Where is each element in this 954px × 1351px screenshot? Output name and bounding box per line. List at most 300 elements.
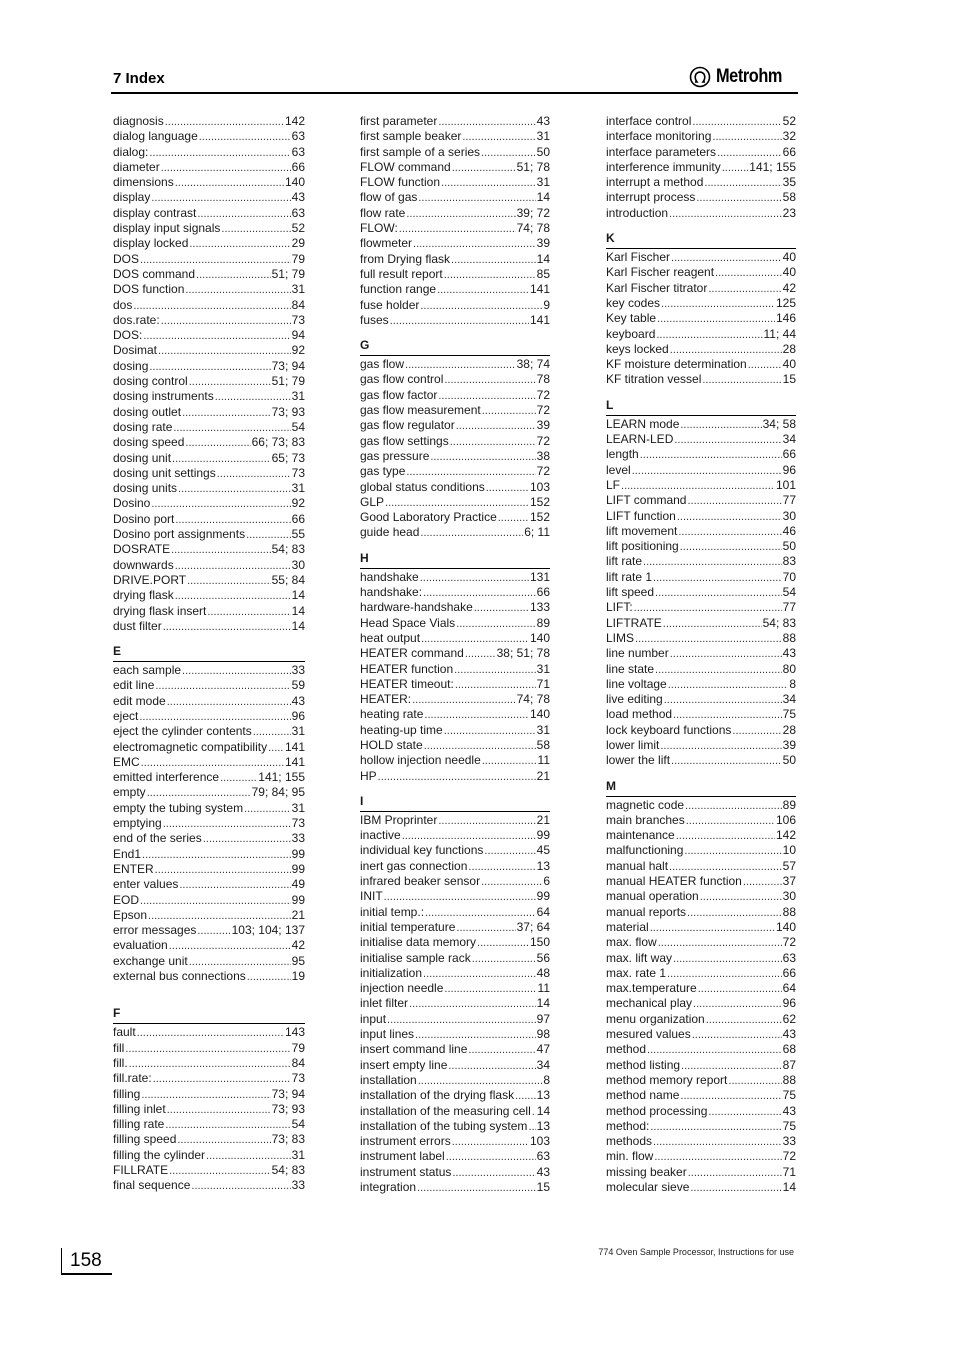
- dot-leader: [671, 753, 782, 768]
- section-title: 7 Index: [113, 70, 165, 87]
- dot-leader: [670, 646, 782, 661]
- index-term: dialog:: [113, 144, 149, 159]
- page-reference: 57: [782, 858, 796, 873]
- page-reference: 152: [529, 510, 550, 525]
- page-reference: 54; 83: [271, 1163, 305, 1177]
- index-entry: [360, 1134, 550, 1149]
- page-reference: 106: [775, 812, 796, 827]
- index-term: ENTER: [113, 861, 154, 876]
- index-term: fill: [113, 1040, 125, 1055]
- index-term: lift rate: [606, 554, 643, 569]
- page-reference: 73; 94: [271, 358, 305, 373]
- footer-rule-vertical: [61, 1248, 62, 1275]
- page-reference: 15: [782, 372, 796, 387]
- index-term: mechanical play: [606, 996, 693, 1011]
- index-entry: [606, 524, 796, 539]
- page-reference: 11: [537, 981, 550, 996]
- index-entry: [606, 463, 796, 478]
- index-entry: [606, 1012, 796, 1027]
- index-entry: [360, 114, 550, 129]
- dot-leader: [438, 114, 535, 129]
- index-entry: [606, 859, 796, 874]
- page-reference: 75: [782, 1118, 796, 1133]
- dot-leader: [182, 663, 291, 678]
- section-letter: M: [606, 779, 796, 797]
- index-entry: [606, 843, 796, 858]
- index-entry: [113, 770, 305, 785]
- dot-leader: [140, 252, 291, 267]
- dot-leader: [664, 692, 782, 707]
- dot-leader: [423, 585, 536, 600]
- index-entry: [360, 403, 550, 418]
- index-entry: [113, 359, 305, 374]
- index-term: emptying: [113, 816, 162, 831]
- dot-leader: [420, 298, 542, 313]
- page-reference: 39; 72: [516, 205, 550, 220]
- dot-leader: [728, 1073, 781, 1088]
- page-reference: 35: [782, 175, 796, 190]
- dot-leader: [702, 372, 781, 387]
- index-term: edit mode: [113, 693, 166, 708]
- page-reference: 71: [536, 676, 550, 691]
- index-term: installation of the drying flask: [360, 1088, 515, 1103]
- index-entry: [113, 145, 305, 160]
- index-entry: [606, 206, 796, 221]
- index-entry: [360, 525, 550, 540]
- index-entry: [360, 813, 550, 828]
- index-entry: [606, 357, 796, 372]
- index-term: dimensions: [113, 175, 174, 190]
- index-entry: [360, 600, 550, 615]
- page-reference: 99: [536, 828, 550, 843]
- page-reference: 94: [291, 328, 305, 343]
- page-reference: 50: [536, 144, 550, 159]
- index-term: global status conditions: [360, 479, 485, 494]
- dot-leader: [680, 417, 761, 432]
- dot-leader: [197, 923, 230, 938]
- page-reference: 29: [291, 236, 305, 251]
- index-entry: [360, 889, 550, 904]
- page-reference: 73; 93: [271, 404, 305, 419]
- index-entry: [113, 512, 305, 527]
- dot-leader: [673, 707, 782, 722]
- index-term: magnetic code: [606, 797, 685, 812]
- page-reference: 9: [543, 297, 550, 312]
- index-term: fill.: [113, 1055, 128, 1070]
- index-term: maintenance: [606, 828, 675, 843]
- dot-leader: [390, 313, 529, 328]
- index-term: lift positioning: [606, 539, 679, 554]
- page-reference: 43: [291, 693, 305, 708]
- dot-leader: [167, 694, 291, 709]
- index-entry: [113, 954, 305, 969]
- page-reference: 40: [782, 357, 796, 372]
- index-entry: [606, 662, 796, 677]
- index-term: inlet filter: [360, 996, 409, 1011]
- index-entry: [360, 707, 550, 722]
- section-letter: H: [360, 551, 550, 569]
- page-reference: 73; 94: [271, 1086, 305, 1101]
- dot-leader: [175, 588, 291, 603]
- dot-leader: [454, 662, 535, 677]
- dot-leader: [653, 1134, 782, 1149]
- index-entry: [606, 1149, 796, 1164]
- page-reference: 85: [536, 266, 550, 281]
- dot-leader: [437, 282, 529, 297]
- index-term: external bus connections: [113, 969, 246, 984]
- dot-leader: [484, 843, 535, 858]
- dot-leader: [415, 1027, 536, 1042]
- dot-leader: [671, 250, 782, 265]
- page-reference: 83: [782, 554, 796, 569]
- dot-leader: [246, 527, 291, 542]
- dot-leader: [413, 236, 536, 251]
- index-entry: [360, 828, 550, 843]
- index-term: exchange unit: [113, 953, 188, 968]
- page-reference: 72: [536, 464, 550, 479]
- dot-leader: [674, 432, 781, 447]
- index-entry: [606, 905, 796, 920]
- dot-leader: [498, 510, 529, 525]
- dot-leader: [465, 646, 496, 661]
- dot-leader: [448, 1058, 535, 1073]
- index-term: display contrast: [113, 205, 197, 220]
- index-term: DOS: [113, 251, 140, 266]
- page-reference: 14: [291, 588, 305, 603]
- index-term: dialog language: [113, 129, 198, 144]
- page-reference: 32: [782, 129, 796, 144]
- index-entry: [360, 646, 550, 661]
- index-entry: [113, 267, 305, 282]
- index-term: menu organization: [606, 1011, 705, 1026]
- index-term: dos: [113, 297, 133, 312]
- page-reference: 101: [775, 477, 796, 492]
- index-entry: [606, 1165, 796, 1180]
- page-reference: 34; 58: [762, 416, 796, 431]
- index-term: individual key functions: [360, 843, 484, 858]
- dot-leader: [147, 785, 251, 800]
- dot-leader: [169, 938, 291, 953]
- page-reference: 59: [291, 678, 305, 693]
- dot-leader: [406, 464, 535, 479]
- page-reference: 96: [782, 462, 796, 477]
- page-reference: 14: [782, 1180, 796, 1194]
- page-reference: 73; 93: [271, 1101, 305, 1116]
- index-term: LIFT:: [606, 600, 633, 615]
- section-letter: L: [606, 398, 796, 416]
- dot-leader: [656, 327, 762, 342]
- index-entry: [113, 1117, 305, 1132]
- page-reference: 11: [537, 753, 550, 768]
- index-entry: [113, 435, 305, 450]
- page-reference: 42: [291, 938, 305, 953]
- page-reference: 84: [291, 297, 305, 312]
- index-entry: [113, 420, 305, 435]
- index-term: filling: [113, 1086, 141, 1101]
- index-entry: [113, 206, 305, 221]
- dot-leader: [175, 558, 291, 573]
- index-term: dosing rate: [113, 419, 173, 434]
- index-term: drying flask insert: [113, 603, 207, 618]
- footer-rule: [61, 1273, 112, 1275]
- dot-leader: [700, 889, 782, 904]
- index-term: gas flow factor: [360, 387, 438, 402]
- page-reference: 99: [291, 846, 305, 861]
- page-reference: 73: [291, 1071, 305, 1086]
- index-entry: [360, 464, 550, 479]
- dot-leader: [684, 843, 781, 858]
- index-term: integration: [360, 1180, 417, 1194]
- page-reference: 19: [291, 969, 305, 984]
- page-reference: 14: [536, 251, 550, 266]
- dot-leader: [378, 769, 536, 784]
- index-entry: [606, 296, 796, 311]
- index-term: LIFT function: [606, 508, 676, 523]
- page-reference: 38; 51; 78: [496, 646, 550, 661]
- page-reference: 31: [536, 129, 550, 144]
- index-entry: [360, 449, 550, 464]
- index-term: level: [606, 462, 631, 477]
- index-entry: [360, 935, 550, 950]
- dot-leader: [221, 221, 290, 236]
- index-term: manual HEATER function: [606, 874, 742, 889]
- index-term: edit line: [113, 678, 155, 693]
- index-term: method processing: [606, 1103, 708, 1118]
- dot-leader: [655, 662, 782, 677]
- dot-leader: [678, 524, 781, 539]
- page-reference: 72: [536, 403, 550, 418]
- index-entry: [606, 265, 796, 280]
- page-reference: 13: [536, 1088, 550, 1103]
- dot-leader: [693, 996, 782, 1011]
- index-entry: [360, 298, 550, 313]
- index-term: filling the cylinder: [113, 1147, 206, 1162]
- dot-leader: [452, 1165, 535, 1180]
- index-term: HEATER function: [360, 661, 454, 676]
- dot-leader: [167, 1102, 271, 1117]
- page-reference: 141: [529, 312, 550, 327]
- index-entry: [113, 466, 305, 481]
- index-entry: [113, 1148, 305, 1163]
- index-entry: [360, 1149, 550, 1164]
- dot-leader: [196, 267, 271, 282]
- page-reference: 103; 104; 137: [231, 923, 305, 938]
- dot-leader: [125, 1041, 290, 1056]
- dot-leader: [660, 738, 781, 753]
- dot-leader: [474, 600, 529, 615]
- page-reference: 42: [782, 280, 796, 295]
- index-term: line state: [606, 661, 655, 676]
- index-entry: [360, 1073, 550, 1088]
- index-entry: [360, 616, 550, 631]
- dot-leader: [171, 542, 271, 557]
- page-reference: 45: [536, 843, 550, 858]
- page-reference: 54; 83: [271, 542, 305, 557]
- index-term: installation: [360, 1072, 417, 1087]
- page-reference: 88: [782, 630, 796, 645]
- index-entry: [606, 631, 796, 646]
- index-term: dosing: [113, 358, 149, 373]
- page-reference: 71: [782, 1164, 796, 1179]
- page-reference: 52: [291, 221, 305, 236]
- page-reference: 141: [284, 754, 305, 769]
- index-term: LIMS: [606, 630, 635, 645]
- page-reference: 38; 74: [516, 357, 550, 372]
- dot-leader: [207, 604, 290, 619]
- dot-leader: [139, 709, 290, 724]
- index-term: empty: [113, 785, 146, 800]
- index-term: display locked: [113, 236, 189, 251]
- page-reference: 78: [536, 372, 550, 387]
- page-reference: 40: [782, 250, 796, 265]
- index-entry: [113, 816, 305, 831]
- index-term: interface control: [606, 114, 692, 128]
- page-reference: 141: [284, 739, 305, 754]
- index-entry: [113, 175, 305, 190]
- index-entry: [360, 1027, 550, 1042]
- index-term: fuses: [360, 312, 389, 327]
- index-term: dosing instruments: [113, 389, 214, 404]
- dot-leader: [456, 920, 515, 935]
- page-reference: 152: [529, 494, 550, 509]
- index-entry: [360, 859, 550, 874]
- page-reference: 14: [536, 1103, 550, 1118]
- dot-leader: [217, 466, 291, 481]
- index-term: interference immunity: [606, 159, 721, 174]
- index-term: insert empty line: [360, 1057, 448, 1072]
- dot-leader: [472, 951, 536, 966]
- page-reference: 63: [782, 950, 796, 965]
- index-term: display input signals: [113, 221, 221, 236]
- dot-leader: [153, 1071, 291, 1086]
- index-term: Dosimat: [113, 343, 158, 358]
- index-entry: [113, 755, 305, 770]
- index-term: instrument label: [360, 1149, 445, 1164]
- page-reference: 14: [291, 618, 305, 633]
- index-entry: [113, 619, 305, 634]
- page-reference: 31: [291, 724, 305, 739]
- page-reference: 84: [291, 1055, 305, 1070]
- dot-leader: [161, 313, 291, 328]
- dot-leader: [155, 678, 290, 693]
- dot-leader: [452, 1134, 529, 1149]
- dot-leader: [687, 905, 782, 920]
- dot-leader: [175, 175, 284, 190]
- index-term: keys locked: [606, 341, 669, 356]
- page-reference: 43: [536, 114, 550, 128]
- index-entry: [360, 160, 550, 175]
- page-reference: 30: [782, 889, 796, 904]
- dot-leader: [444, 981, 536, 996]
- index-entry: [606, 372, 796, 387]
- page-reference: 68: [782, 1042, 796, 1057]
- index-entry: [360, 357, 550, 372]
- page-reference: 88: [782, 1072, 796, 1087]
- dot-leader: [137, 1025, 284, 1040]
- page-reference: 6: [543, 874, 550, 889]
- page-reference: 96: [291, 708, 305, 723]
- index-entry: [606, 432, 796, 447]
- index-term: first parameter: [360, 114, 438, 128]
- dot-leader: [129, 1056, 291, 1071]
- page-reference: 56: [536, 950, 550, 965]
- page-reference: 30: [291, 557, 305, 572]
- page-reference: 52: [782, 114, 796, 128]
- dot-leader: [268, 740, 284, 755]
- index-entry: [113, 1041, 305, 1056]
- index-entry: [113, 969, 305, 984]
- dot-leader: [409, 996, 536, 1011]
- index-term: downwards: [113, 557, 174, 572]
- index-term: Good Laboratory Practice: [360, 510, 497, 525]
- page-reference: 89: [536, 615, 550, 630]
- index-term: inactive: [360, 828, 401, 843]
- index-term: gas type: [360, 464, 406, 479]
- index-term: empty the tubing system: [113, 800, 244, 815]
- index-entry: [606, 813, 796, 828]
- page-reference: 73; 83: [271, 1132, 305, 1147]
- index-term: interface parameters: [606, 144, 717, 159]
- index-entry: [606, 616, 796, 631]
- index-term: IBM Proprinter: [360, 812, 438, 827]
- page-reference: 51; 79: [271, 266, 305, 281]
- index-term: Karl Fischer titrator: [606, 280, 708, 295]
- index-entry: [606, 889, 796, 904]
- index-term: each sample: [113, 663, 182, 678]
- index-entry: [113, 542, 305, 557]
- page-reference: 54: [782, 585, 796, 600]
- index-term: method memory report: [606, 1072, 728, 1087]
- page-reference: 55: [291, 527, 305, 542]
- index-entry: [606, 692, 796, 707]
- index-entry: [113, 663, 305, 678]
- index-term: gas flow measurement: [360, 403, 481, 418]
- index-entry: [360, 145, 550, 160]
- index-term: main branches: [606, 812, 685, 827]
- page-reference: 72: [536, 387, 550, 402]
- index-term: initialise sample rack: [360, 950, 471, 965]
- page-reference: 11; 44: [763, 326, 796, 341]
- index-entry: [113, 1102, 305, 1117]
- index-entry: [360, 1088, 550, 1103]
- index-term: lift movement: [606, 523, 678, 538]
- dot-leader: [418, 190, 535, 205]
- index-entry: [360, 769, 550, 784]
- page-reference: 103: [529, 479, 550, 494]
- index-entry: [113, 847, 305, 862]
- dot-leader: [698, 981, 782, 996]
- index-term: HP: [360, 768, 377, 783]
- page-reference: 142: [775, 828, 796, 843]
- index-entry: [606, 281, 796, 296]
- dot-leader: [468, 1042, 535, 1057]
- index-entry: [113, 252, 305, 267]
- index-term: drying flask: [113, 588, 174, 603]
- index-term: flowmeter: [360, 236, 413, 251]
- index-entry: [113, 313, 305, 328]
- index-entry: [606, 311, 796, 326]
- index-term: gas flow: [360, 357, 405, 372]
- index-term: EMC: [113, 754, 140, 769]
- index-entry: [606, 417, 796, 432]
- index-entry: [113, 389, 305, 404]
- index-entry: [113, 1178, 305, 1193]
- index-entry: [113, 374, 305, 389]
- index-term: initial temperature: [360, 919, 456, 934]
- index-entry: [606, 1042, 796, 1057]
- dot-leader: [669, 859, 782, 874]
- dot-leader: [462, 129, 535, 144]
